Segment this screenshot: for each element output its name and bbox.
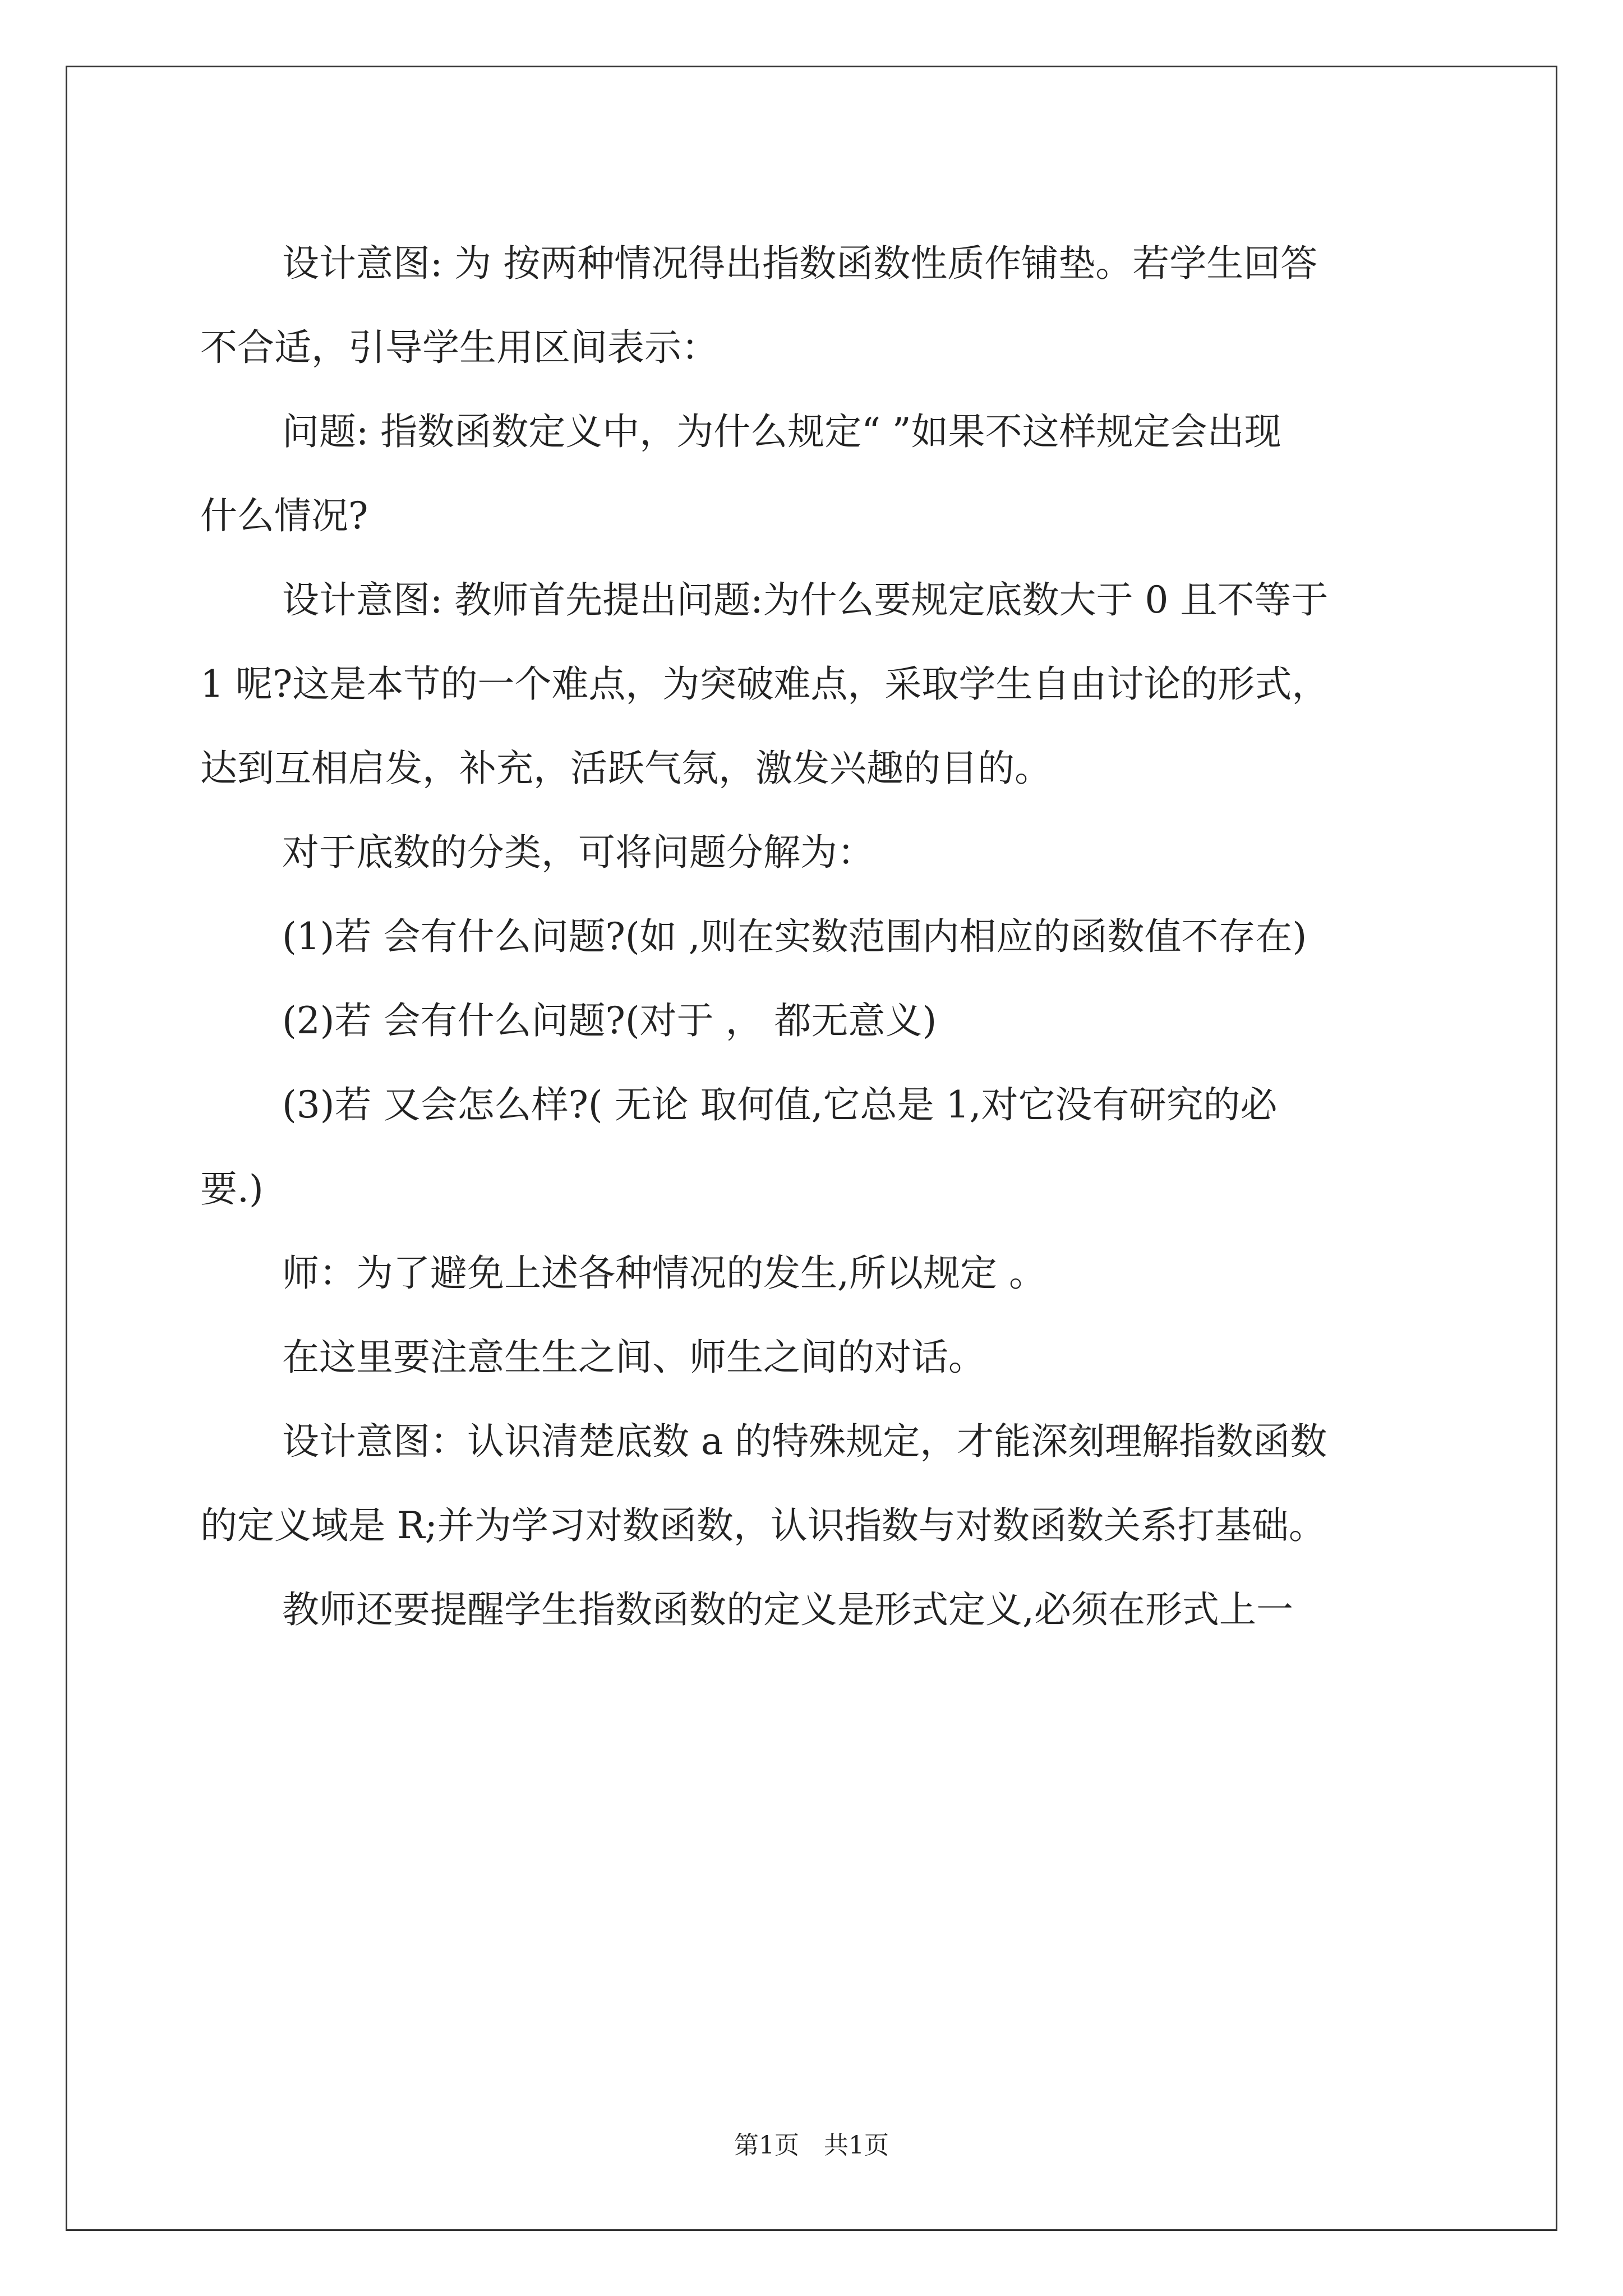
text-line: (3)若 又会怎么样?( 无论 取何值,它总是 1,对它没有研究的必 (282, 1083, 1278, 1126)
text-line: 教师还要提醒学生指数函数的定义是形式定义,必须在形式上一 (282, 1588, 1293, 1631)
page-footer: 第1页 共1页 (734, 2131, 889, 2160)
text-line: 1 呢?这是本节的一个难点，为突破难点，采取学生自由讨论的形式， (200, 662, 1329, 706)
text-line: (1)若 会有什么问题?(如 ,则在实数范围内相应的函数值不存在) (282, 915, 1307, 958)
text-line: 问题: 指数函数定义中，为什么规定“ ”如果不这样规定会出现 (282, 410, 1281, 453)
text-line: 师：为了避免上述各种情况的发生,所以规定 。 (282, 1251, 1046, 1295)
text-line: 的定义域是 R;并为学习对数函数，认识指数与对数函数关系打基础。 (200, 1504, 1326, 1547)
text-line: 达到互相启发，补充，活跃气氛，激发兴趣的目的。 (200, 747, 1052, 790)
text-line: 要.) (200, 1167, 264, 1211)
text-line: (2)若 会有什么问题?(对于 ， 都无意义) (282, 999, 937, 1042)
text-line: 对于底数的分类，可将问题分解为： (282, 831, 874, 874)
text-line: 设计意图: 教师首先提出问题:为什么要规定底数大于 0 且不等于 (282, 578, 1329, 622)
text-line: 什么情况? (200, 494, 368, 537)
text-line: 不合适，引导学生用区间表示： (200, 326, 718, 369)
text-line: 设计意图：认识清楚底数 a 的特殊规定，才能深刻理解指数函数 (282, 1420, 1327, 1463)
text-line: 设计意图: 为 按两种情况得出指数函数性质作铺垫。若学生回答 (282, 242, 1318, 285)
document-body (200, 222, 1479, 1652)
text-line: 在这里要注意生生之间、师生之间的对话。 (282, 1336, 985, 1379)
